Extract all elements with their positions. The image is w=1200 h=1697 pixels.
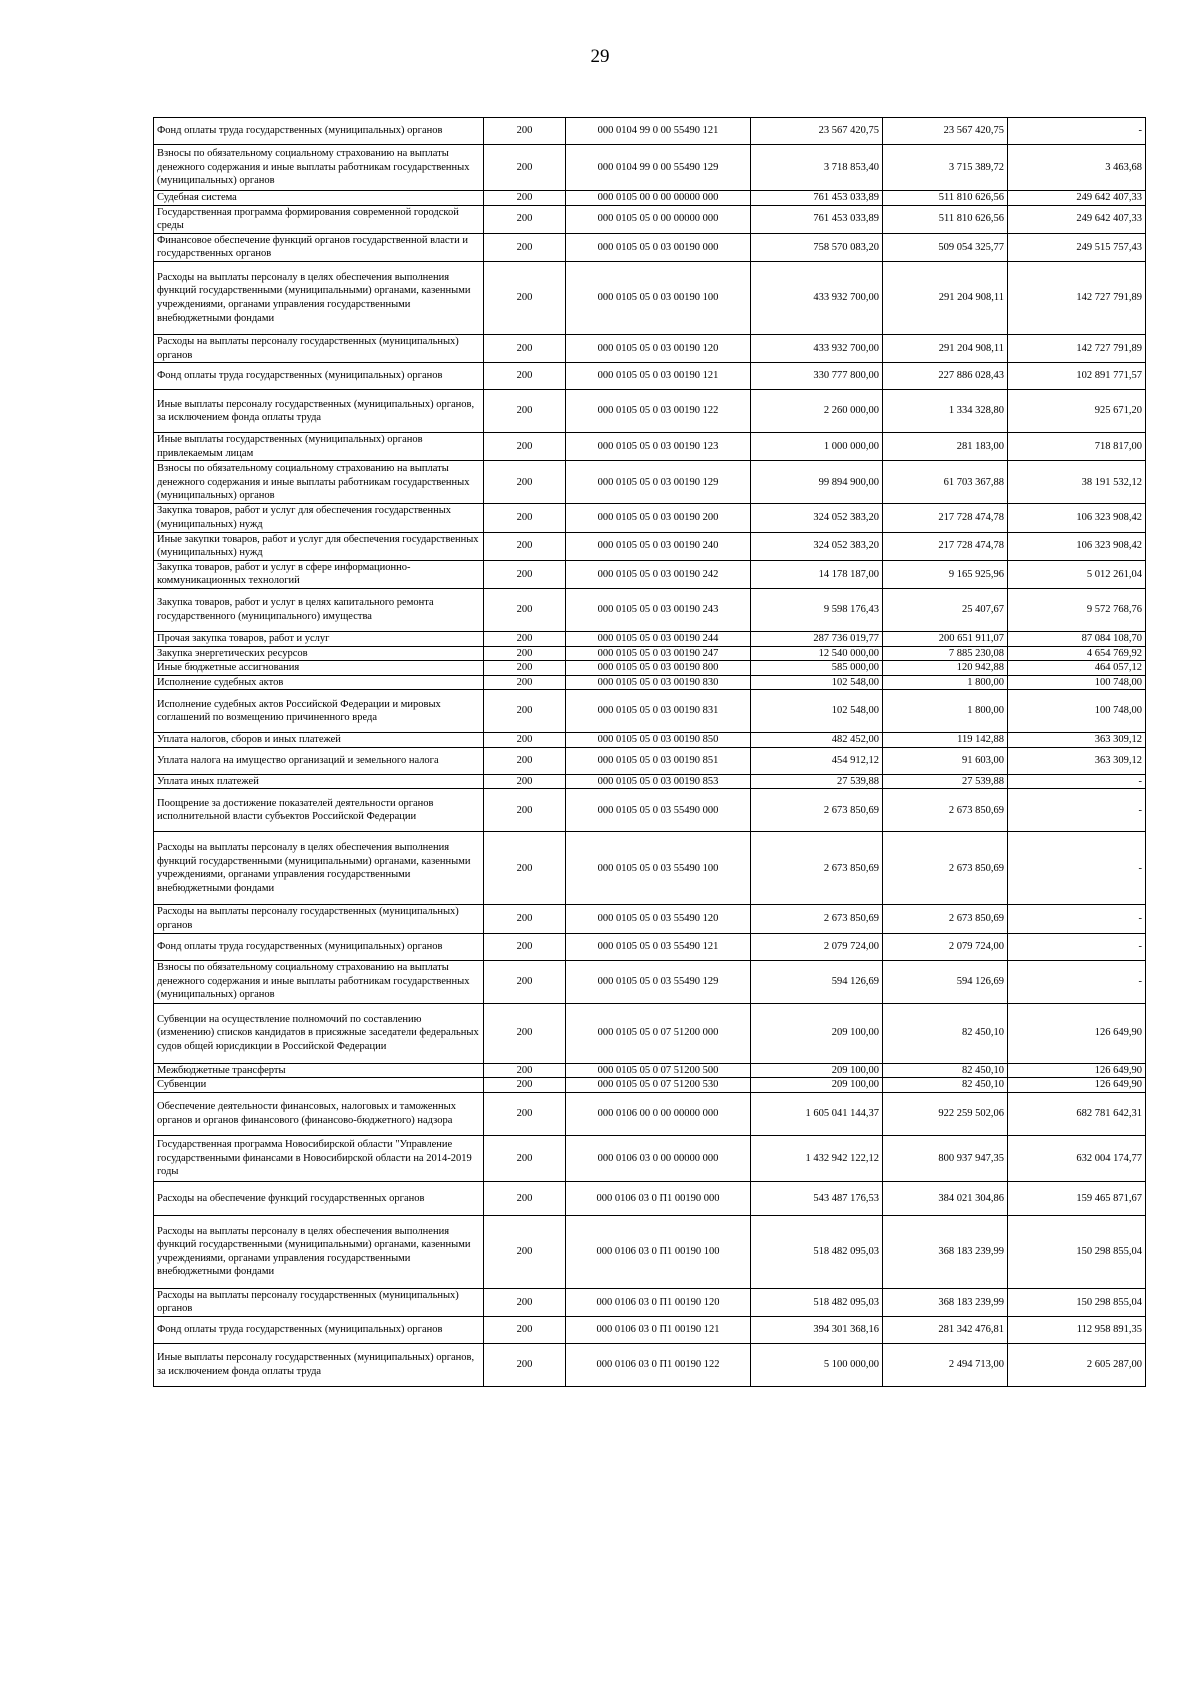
row-name: Иные закупки товаров, работ и услуг для обеспечения государственных (муниципальных) нужд — [154, 532, 484, 560]
row-unexecuted-amount: 150 298 855,04 — [1008, 1215, 1146, 1288]
row-executed-amount: 82 450,10 — [883, 1003, 1008, 1063]
row-line-code: 200 — [484, 690, 566, 733]
row-executed-amount: 291 204 908,11 — [883, 261, 1008, 334]
row-classification-code: 000 0105 05 0 03 00190 242 — [566, 560, 751, 588]
row-line-code: 200 — [484, 1135, 566, 1181]
row-approved-amount: 761 453 033,89 — [751, 205, 883, 233]
table-row — [154, 1317, 1146, 1344]
row-line-code: 200 — [484, 1317, 566, 1344]
row-name: Расходы на выплаты персоналу государственных (муниципальных) органов — [154, 905, 484, 933]
row-approved-amount: 209 100,00 — [751, 1078, 883, 1093]
row-unexecuted-amount: - — [1008, 789, 1146, 832]
row-approved-amount: 287 736 019,77 — [751, 631, 883, 646]
row-unexecuted-amount: 102 891 771,57 — [1008, 363, 1146, 390]
row-approved-amount: 454 912,12 — [751, 747, 883, 774]
row-approved-amount: 3 718 853,40 — [751, 145, 883, 191]
row-line-code: 200 — [484, 832, 566, 905]
row-name: Фонд оплаты труда государственных (муниципальных) органов — [154, 363, 484, 390]
row-unexecuted-amount: - — [1008, 933, 1146, 960]
row-approved-amount: 433 932 700,00 — [751, 261, 883, 334]
row-name: Фонд оплаты труда государственных (муниципальных) органов — [154, 118, 484, 145]
table-row — [154, 118, 1146, 145]
row-name: Иные выплаты государственных (муниципальных) органов привлекаемым лицам — [154, 433, 484, 461]
row-line-code: 200 — [484, 933, 566, 960]
table-row — [154, 191, 1146, 206]
row-unexecuted-amount: 2 605 287,00 — [1008, 1344, 1146, 1387]
row-name: Расходы на обеспечение функций государственных органов — [154, 1181, 484, 1215]
row-executed-amount: 2 079 724,00 — [883, 933, 1008, 960]
row-line-code: 200 — [484, 504, 566, 532]
row-line-code: 200 — [484, 233, 566, 261]
row-line-code: 200 — [484, 363, 566, 390]
row-approved-amount: 543 487 176,53 — [751, 1181, 883, 1215]
row-approved-amount: 102 548,00 — [751, 675, 883, 690]
row-classification-code: 000 0105 05 0 03 00190 831 — [566, 690, 751, 733]
row-executed-amount: 23 567 420,75 — [883, 118, 1008, 145]
table-row — [154, 1288, 1146, 1316]
row-classification-code: 000 0105 05 0 00 00000 000 — [566, 205, 751, 233]
row-executed-amount: 281 183,00 — [883, 433, 1008, 461]
row-classification-code: 000 0106 03 0 П1 00190 100 — [566, 1215, 751, 1288]
row-approved-amount: 102 548,00 — [751, 690, 883, 733]
row-executed-amount: 291 204 908,11 — [883, 334, 1008, 362]
row-line-code: 200 — [484, 1215, 566, 1288]
table-row — [154, 588, 1146, 631]
row-unexecuted-amount: 106 323 908,42 — [1008, 532, 1146, 560]
row-unexecuted-amount: 5 012 261,04 — [1008, 560, 1146, 588]
row-unexecuted-amount: 38 191 532,12 — [1008, 461, 1146, 504]
table-row — [154, 390, 1146, 433]
row-unexecuted-amount: 142 727 791,89 — [1008, 334, 1146, 362]
row-approved-amount: 9 598 176,43 — [751, 588, 883, 631]
row-approved-amount: 482 452,00 — [751, 733, 883, 748]
row-line-code: 200 — [484, 733, 566, 748]
row-executed-amount: 511 810 626,56 — [883, 205, 1008, 233]
row-name: Фонд оплаты труда государственных (муниципальных) органов — [154, 1317, 484, 1344]
table-row — [154, 832, 1146, 905]
row-line-code: 200 — [484, 747, 566, 774]
row-name: Уплата иных платежей — [154, 774, 484, 789]
row-unexecuted-amount: 363 309,12 — [1008, 733, 1146, 748]
row-name: Расходы на выплаты персоналу государственных (муниципальных) органов — [154, 334, 484, 362]
table-row — [154, 646, 1146, 661]
row-classification-code: 000 0104 99 0 00 55490 129 — [566, 145, 751, 191]
row-classification-code: 000 0105 05 0 03 00190 853 — [566, 774, 751, 789]
row-line-code: 200 — [484, 789, 566, 832]
row-name: Взносы по обязательному социальному страхованию на выплаты денежного содержания и иные выплаты работникам государственных (муниципальных) органов — [154, 461, 484, 504]
row-classification-code: 000 0105 05 0 03 00190 123 — [566, 433, 751, 461]
row-classification-code: 000 0105 05 0 03 00190 121 — [566, 363, 751, 390]
row-classification-code: 000 0106 00 0 00 00000 000 — [566, 1092, 751, 1135]
row-name: Уплата налога на имущество организаций и земельного налога — [154, 747, 484, 774]
table-row — [154, 433, 1146, 461]
row-name: Судебная система — [154, 191, 484, 206]
row-classification-code: 000 0105 00 0 00 00000 000 — [566, 191, 751, 206]
row-executed-amount: 7 885 230,08 — [883, 646, 1008, 661]
row-classification-code: 000 0105 05 0 03 00190 000 — [566, 233, 751, 261]
row-executed-amount: 384 021 304,86 — [883, 1181, 1008, 1215]
row-executed-amount: 1 800,00 — [883, 690, 1008, 733]
row-approved-amount: 99 894 900,00 — [751, 461, 883, 504]
row-line-code: 200 — [484, 1344, 566, 1387]
row-approved-amount: 1 605 041 144,37 — [751, 1092, 883, 1135]
table-row — [154, 233, 1146, 261]
row-line-code: 200 — [484, 1063, 566, 1078]
row-approved-amount: 394 301 368,16 — [751, 1317, 883, 1344]
row-executed-amount: 922 259 502,06 — [883, 1092, 1008, 1135]
row-line-code: 200 — [484, 588, 566, 631]
table-row — [154, 1003, 1146, 1063]
row-line-code: 200 — [484, 461, 566, 504]
row-executed-amount: 25 407,67 — [883, 588, 1008, 631]
row-line-code: 200 — [484, 205, 566, 233]
table-row — [154, 1063, 1146, 1078]
table-row — [154, 504, 1146, 532]
row-classification-code: 000 0105 05 0 03 55490 100 — [566, 832, 751, 905]
row-executed-amount: 227 886 028,43 — [883, 363, 1008, 390]
table-row — [154, 675, 1146, 690]
row-approved-amount: 1 432 942 122,12 — [751, 1135, 883, 1181]
row-executed-amount: 281 342 476,81 — [883, 1317, 1008, 1344]
row-classification-code: 000 0105 05 0 03 00190 830 — [566, 675, 751, 690]
row-name: Уплата налогов, сборов и иных платежей — [154, 733, 484, 748]
row-classification-code: 000 0105 05 0 07 51200 500 — [566, 1063, 751, 1078]
row-classification-code: 000 0105 05 0 03 55490 129 — [566, 960, 751, 1003]
row-unexecuted-amount: 100 748,00 — [1008, 675, 1146, 690]
row-approved-amount: 27 539,88 — [751, 774, 883, 789]
row-unexecuted-amount: 249 642 407,33 — [1008, 191, 1146, 206]
row-approved-amount: 2 079 724,00 — [751, 933, 883, 960]
row-classification-code: 000 0106 03 0 П1 00190 120 — [566, 1288, 751, 1316]
row-line-code: 200 — [484, 191, 566, 206]
row-approved-amount: 324 052 383,20 — [751, 532, 883, 560]
row-classification-code: 000 0106 03 0 П1 00190 122 — [566, 1344, 751, 1387]
row-approved-amount: 518 482 095,03 — [751, 1288, 883, 1316]
row-name: Взносы по обязательному социальному страхованию на выплаты денежного содержания и иные выплаты работникам государственных (муниципальных) органов — [154, 960, 484, 1003]
row-unexecuted-amount: 126 649,90 — [1008, 1063, 1146, 1078]
row-approved-amount: 585 000,00 — [751, 661, 883, 676]
budget-execution-table — [153, 117, 1146, 1387]
table-row — [154, 205, 1146, 233]
row-classification-code: 000 0106 03 0 П1 00190 121 — [566, 1317, 751, 1344]
row-line-code: 200 — [484, 1092, 566, 1135]
row-name: Закупка товаров, работ и услуг для обеспечения государственных (муниципальных) нужд — [154, 504, 484, 532]
row-executed-amount: 2 494 713,00 — [883, 1344, 1008, 1387]
row-executed-amount: 368 183 239,99 — [883, 1215, 1008, 1288]
row-unexecuted-amount: - — [1008, 960, 1146, 1003]
row-classification-code: 000 0105 05 0 03 00190 200 — [566, 504, 751, 532]
row-executed-amount: 82 450,10 — [883, 1063, 1008, 1078]
table-row — [154, 733, 1146, 748]
row-classification-code: 000 0105 05 0 03 55490 000 — [566, 789, 751, 832]
row-unexecuted-amount: 100 748,00 — [1008, 690, 1146, 733]
row-approved-amount: 2 260 000,00 — [751, 390, 883, 433]
row-executed-amount: 3 715 389,72 — [883, 145, 1008, 191]
row-classification-code: 000 0105 05 0 03 55490 121 — [566, 933, 751, 960]
row-unexecuted-amount: - — [1008, 905, 1146, 933]
row-name: Фонд оплаты труда государственных (муниципальных) органов — [154, 933, 484, 960]
row-unexecuted-amount: - — [1008, 774, 1146, 789]
row-classification-code: 000 0104 99 0 00 55490 121 — [566, 118, 751, 145]
row-line-code: 200 — [484, 1003, 566, 1063]
table-row — [154, 1215, 1146, 1288]
row-line-code: 200 — [484, 1288, 566, 1316]
row-approved-amount: 433 932 700,00 — [751, 334, 883, 362]
table-row — [154, 905, 1146, 933]
row-classification-code: 000 0105 05 0 03 00190 100 — [566, 261, 751, 334]
row-name: Расходы на выплаты персоналу государственных (муниципальных) органов — [154, 1288, 484, 1316]
row-name: Закупка энергетических ресурсов — [154, 646, 484, 661]
table-row — [154, 532, 1146, 560]
row-executed-amount: 119 142,88 — [883, 733, 1008, 748]
row-approved-amount: 761 453 033,89 — [751, 191, 883, 206]
row-approved-amount: 2 673 850,69 — [751, 789, 883, 832]
row-classification-code: 000 0106 03 0 П1 00190 000 — [566, 1181, 751, 1215]
row-classification-code: 000 0105 05 0 03 00190 247 — [566, 646, 751, 661]
row-line-code: 200 — [484, 960, 566, 1003]
row-classification-code: 000 0105 05 0 07 51200 000 — [566, 1003, 751, 1063]
table-row — [154, 631, 1146, 646]
row-unexecuted-amount: 159 465 871,67 — [1008, 1181, 1146, 1215]
row-executed-amount: 2 673 850,69 — [883, 789, 1008, 832]
row-executed-amount: 200 651 911,07 — [883, 631, 1008, 646]
table-row — [154, 261, 1146, 334]
row-name: Исполнение судебных актов Российской Федерации и мировых соглашений по возмещению причиненного вреда — [154, 690, 484, 733]
row-unexecuted-amount: 925 671,20 — [1008, 390, 1146, 433]
row-line-code: 200 — [484, 261, 566, 334]
row-unexecuted-amount: 682 781 642,31 — [1008, 1092, 1146, 1135]
row-unexecuted-amount: 249 515 757,43 — [1008, 233, 1146, 261]
row-name: Закупка товаров, работ и услуг в сфере информационно-коммуникационных технологий — [154, 560, 484, 588]
row-approved-amount: 2 673 850,69 — [751, 905, 883, 933]
row-name: Межбюджетные трансферты — [154, 1063, 484, 1078]
row-name: Поощрение за достижение показателей деятельности органов исполнительной власти субъектов Российской Федерации — [154, 789, 484, 832]
table-row — [154, 1135, 1146, 1181]
row-executed-amount: 91 603,00 — [883, 747, 1008, 774]
row-approved-amount: 23 567 420,75 — [751, 118, 883, 145]
row-line-code: 200 — [484, 661, 566, 676]
table-row — [154, 747, 1146, 774]
row-name: Субвенции — [154, 1078, 484, 1093]
table-row — [154, 1344, 1146, 1387]
row-classification-code: 000 0105 05 0 03 00190 120 — [566, 334, 751, 362]
table-row — [154, 933, 1146, 960]
table-row — [154, 461, 1146, 504]
row-line-code: 200 — [484, 675, 566, 690]
row-line-code: 200 — [484, 560, 566, 588]
row-classification-code: 000 0105 05 0 03 00190 851 — [566, 747, 751, 774]
row-classification-code: 000 0105 05 0 03 55490 120 — [566, 905, 751, 933]
row-unexecuted-amount: - — [1008, 832, 1146, 905]
row-classification-code: 000 0105 05 0 03 00190 850 — [566, 733, 751, 748]
table-row — [154, 774, 1146, 789]
row-unexecuted-amount: 249 642 407,33 — [1008, 205, 1146, 233]
row-line-code: 200 — [484, 646, 566, 661]
table-row — [154, 1181, 1146, 1215]
row-classification-code: 000 0105 05 0 03 00190 243 — [566, 588, 751, 631]
row-unexecuted-amount: 126 649,90 — [1008, 1078, 1146, 1093]
row-executed-amount: 82 450,10 — [883, 1078, 1008, 1093]
row-executed-amount: 1 334 328,80 — [883, 390, 1008, 433]
row-unexecuted-amount: 632 004 174,77 — [1008, 1135, 1146, 1181]
row-unexecuted-amount: 150 298 855,04 — [1008, 1288, 1146, 1316]
row-name: Иные выплаты персоналу государственных (муниципальных) органов, за исключением фонда оплаты труда — [154, 1344, 484, 1387]
table-row — [154, 661, 1146, 676]
row-executed-amount: 217 728 474,78 — [883, 532, 1008, 560]
table-row — [154, 363, 1146, 390]
row-unexecuted-amount: 363 309,12 — [1008, 747, 1146, 774]
row-classification-code: 000 0105 05 0 07 51200 530 — [566, 1078, 751, 1093]
row-line-code: 200 — [484, 774, 566, 789]
row-classification-code: 000 0105 05 0 03 00190 129 — [566, 461, 751, 504]
row-approved-amount: 518 482 095,03 — [751, 1215, 883, 1288]
row-approved-amount: 14 178 187,00 — [751, 560, 883, 588]
row-name: Государственная программа формирования современной городской среды — [154, 205, 484, 233]
row-line-code: 200 — [484, 334, 566, 362]
row-approved-amount: 324 052 383,20 — [751, 504, 883, 532]
row-name: Закупка товаров, работ и услуг в целях капитального ремонта государственного (муниципального) имущества — [154, 588, 484, 631]
row-executed-amount: 2 673 850,69 — [883, 832, 1008, 905]
row-name: Исполнение судебных актов — [154, 675, 484, 690]
row-approved-amount: 5 100 000,00 — [751, 1344, 883, 1387]
row-executed-amount: 368 183 239,99 — [883, 1288, 1008, 1316]
row-classification-code: 000 0105 05 0 03 00190 244 — [566, 631, 751, 646]
row-unexecuted-amount: 4 654 769,92 — [1008, 646, 1146, 661]
row-executed-amount: 217 728 474,78 — [883, 504, 1008, 532]
table-row — [154, 334, 1146, 362]
table-row — [154, 789, 1146, 832]
table-row — [154, 1092, 1146, 1135]
row-name: Иные выплаты персоналу государственных (муниципальных) органов, за исключением фонда оплаты труда — [154, 390, 484, 433]
row-unexecuted-amount: 718 817,00 — [1008, 433, 1146, 461]
row-name: Иные бюджетные ассигнования — [154, 661, 484, 676]
row-unexecuted-amount: 126 649,90 — [1008, 1003, 1146, 1063]
row-line-code: 200 — [484, 118, 566, 145]
row-approved-amount: 1 000 000,00 — [751, 433, 883, 461]
row-line-code: 200 — [484, 1181, 566, 1215]
row-approved-amount: 330 777 800,00 — [751, 363, 883, 390]
row-name: Расходы на выплаты персоналу в целях обеспечения выполнения функций государственными (муниципальными) органами, казенными учреждениями, органами управления государственными внебюджетными фондами — [154, 1215, 484, 1288]
page-number: 29 — [590, 46, 610, 67]
row-classification-code: 000 0105 05 0 03 00190 122 — [566, 390, 751, 433]
row-approved-amount: 594 126,69 — [751, 960, 883, 1003]
row-unexecuted-amount: 9 572 768,76 — [1008, 588, 1146, 631]
table-row — [154, 560, 1146, 588]
row-unexecuted-amount: 142 727 791,89 — [1008, 261, 1146, 334]
row-unexecuted-amount: 464 057,12 — [1008, 661, 1146, 676]
row-executed-amount: 61 703 367,88 — [883, 461, 1008, 504]
row-executed-amount: 509 054 325,77 — [883, 233, 1008, 261]
row-executed-amount: 1 800,00 — [883, 675, 1008, 690]
table-row — [154, 1078, 1146, 1093]
row-name: Обеспечение деятельности финансовых, налоговых и таможенных органов и органов финансового (финансово-бюджетного) надзора — [154, 1092, 484, 1135]
table-row — [154, 145, 1146, 191]
row-approved-amount: 209 100,00 — [751, 1003, 883, 1063]
row-name: Финансовое обеспечение функций органов государственной власти и государственных органов — [154, 233, 484, 261]
row-executed-amount: 800 937 947,35 — [883, 1135, 1008, 1181]
row-unexecuted-amount: 3 463,68 — [1008, 145, 1146, 191]
row-executed-amount: 594 126,69 — [883, 960, 1008, 1003]
row-unexecuted-amount: 106 323 908,42 — [1008, 504, 1146, 532]
row-executed-amount: 2 673 850,69 — [883, 905, 1008, 933]
row-approved-amount: 209 100,00 — [751, 1063, 883, 1078]
row-name: Прочая закупка товаров, работ и услуг — [154, 631, 484, 646]
row-executed-amount: 27 539,88 — [883, 774, 1008, 789]
row-name: Взносы по обязательному социальному страхованию на выплаты денежного содержания и иные выплаты работникам государственных (муниципальных) органов — [154, 145, 484, 191]
row-name: Расходы на выплаты персоналу в целях обеспечения выполнения функций государственными (муниципальными) органами, казенными учреждениями, органами управления государственными внебюджетными фондами — [154, 261, 484, 334]
row-approved-amount: 758 570 083,20 — [751, 233, 883, 261]
row-executed-amount: 120 942,88 — [883, 661, 1008, 676]
row-unexecuted-amount: 87 084 108,70 — [1008, 631, 1146, 646]
row-approved-amount: 2 673 850,69 — [751, 832, 883, 905]
row-name: Расходы на выплаты персоналу в целях обеспечения выполнения функций государственными (муниципальными) органами, казенными учреждениями, органами управления государственными внебюджетными фондами — [154, 832, 484, 905]
row-unexecuted-amount: 112 958 891,35 — [1008, 1317, 1146, 1344]
row-executed-amount: 511 810 626,56 — [883, 191, 1008, 206]
table-row — [154, 960, 1146, 1003]
row-name: Государственная программа Новосибирской области "Управление государственными финансами в Новосибирской области на 2014-2019 годы — [154, 1135, 484, 1181]
row-line-code: 200 — [484, 905, 566, 933]
table-row — [154, 690, 1146, 733]
row-name: Субвенции на осуществление полномочий по составлению (изменению) списков кандидатов в присяжные заседатели федеральных судов общей юрисдикции в Российской Федерации — [154, 1003, 484, 1063]
row-classification-code: 000 0105 05 0 03 00190 240 — [566, 532, 751, 560]
row-line-code: 200 — [484, 433, 566, 461]
row-line-code: 200 — [484, 145, 566, 191]
row-approved-amount: 12 540 000,00 — [751, 646, 883, 661]
row-line-code: 200 — [484, 631, 566, 646]
row-line-code: 200 — [484, 532, 566, 560]
row-line-code: 200 — [484, 1078, 566, 1093]
row-executed-amount: 9 165 925,96 — [883, 560, 1008, 588]
row-line-code: 200 — [484, 390, 566, 433]
row-unexecuted-amount: - — [1008, 118, 1146, 145]
row-classification-code: 000 0106 03 0 00 00000 000 — [566, 1135, 751, 1181]
row-classification-code: 000 0105 05 0 03 00190 800 — [566, 661, 751, 676]
